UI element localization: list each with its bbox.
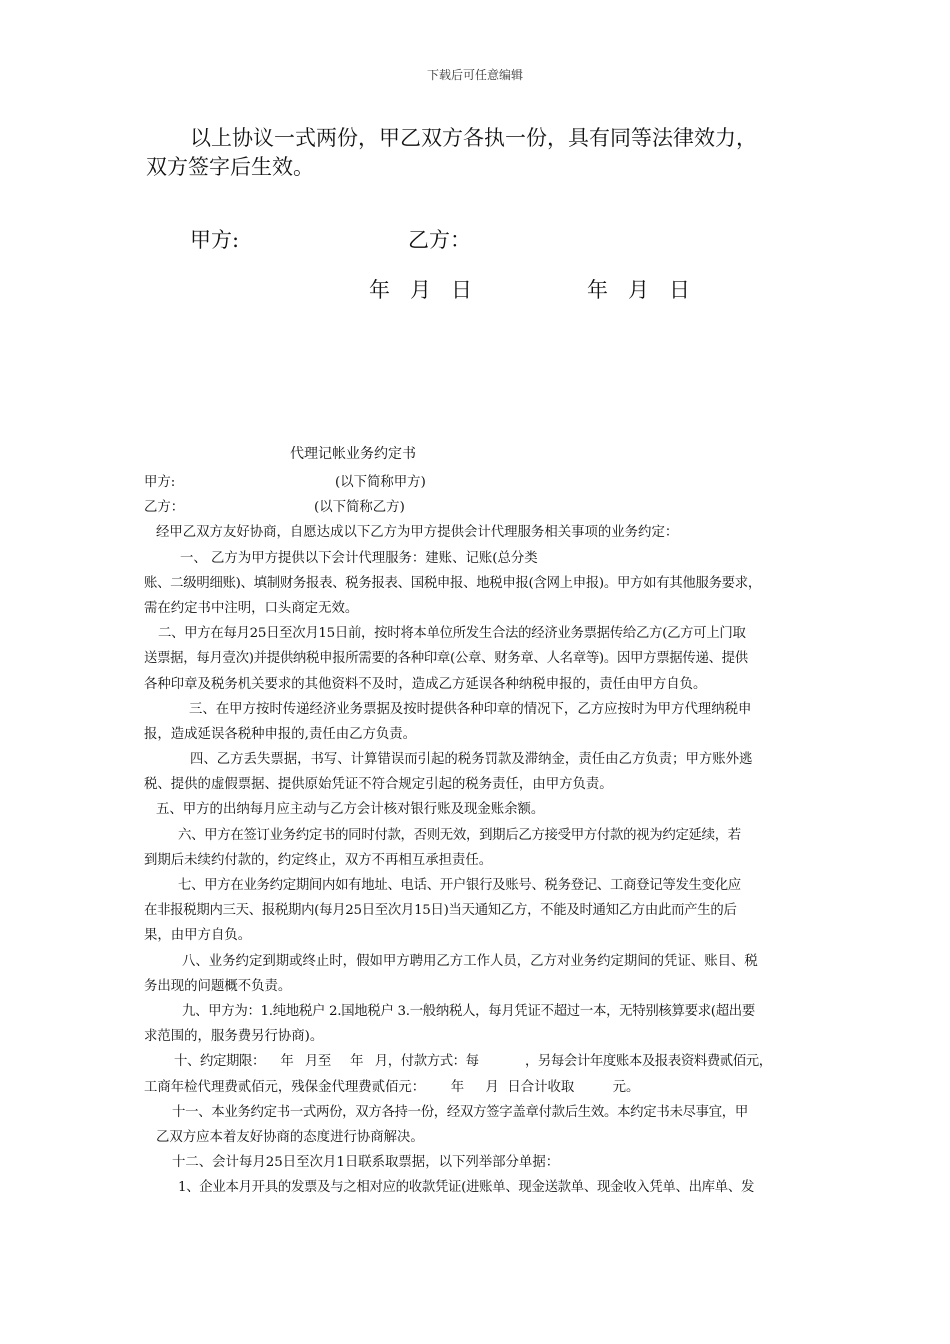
contract-line: 工商年检代理费贰佰元，残保金代理费贰佰元： 年 月 日合计收取 元。 (144, 1079, 640, 1095)
contract-line: 十二、会计每月25日至次月1日联系取票据，以下列举部分单据： (172, 1155, 560, 1171)
contract-line: 到期后未续约付款的，约定终止，双方不再相互承担责任。 (144, 852, 493, 868)
party-b-label: 乙方： (144, 500, 185, 516)
contract-line: 十、约定期限： 年 月至 年 月，付款方式：每 ，另每会计年度账本及报表资料费贰佰元， (174, 1054, 772, 1070)
contract-line: 各种印章及税务机关要求的其他资料不及时，造成乙方延误各种纳税申报的，责任由甲方自负。 (144, 676, 707, 692)
contract-line: 果，由甲方自负。 (144, 928, 252, 944)
party-a-note: (以下简称甲方) (335, 475, 426, 490)
party-a-row (144, 470, 816, 495)
contract-line: 账、二级明细账)、填制财务报表、税务报表、国税申报、地税申报(含网上申报)。甲方如有其他服务要求， (144, 575, 761, 591)
contract-line: 一、 乙方为甲方提供以下会计代理服务：建账、记账(总分类 (180, 550, 538, 566)
party-b-note: (以下简称乙方) (314, 500, 405, 516)
contract-line: 九、甲方为：1.纯地税户 2.国地税户 3.一般纳税人，每月凭证不超过一本，无特别核算要求(超出要 (182, 1003, 755, 1019)
signature-party-a: 甲方: (190, 228, 240, 252)
contract-line: 六、甲方在签订业务约定书的同时付款，否则无效，到期后乙方接受甲方付款的视为约定延续，若 (178, 827, 741, 843)
contract-line: 税、提供的虚假票据、提供原始凭证不符合规定引起的税务责任，由甲方负责。 (144, 777, 613, 793)
contract-line: 在非报税期内三天、报税期内(每月25日至次月15日)当天通知乙方，不能及时通知乙方由此而产生的后 (144, 903, 737, 919)
contract-line: 七、甲方在业务约定期间内如有地址、电话、开户银行及账号、税务登记、工商登记等发生变化应 (178, 878, 741, 893)
closing-line-1: 以上协议一式两份，甲乙双方各执一份，具有同等法律效力， (190, 126, 757, 150)
contract-line: 求范围的，服务费另行协商)。 (144, 1029, 324, 1045)
contract-line: 1、企业本月开具的发票及与之相对应的收款凭证(进账单、现金送款单、现金收入凭单、出库单、发 (178, 1180, 755, 1196)
party-b-row (144, 495, 816, 520)
contract-line: 经甲乙双方友好协商，自愿达成以下乙方为甲方提供会计代理服务相关事项的业务约定： (156, 525, 679, 541)
contract-line: 四、乙方丢失票据，书写、计算错误而引起的税务罚款及滞纳金，责任由乙方负责；甲方账外逃 (190, 752, 753, 768)
contract-line: 五、甲方的出纳每月应主动与乙方会计核对银行账及现金账余额。 (156, 802, 545, 818)
page-header: 下载后可任意编辑 (426, 68, 523, 82)
contract-line: 二、甲方在每月25日至次月15日前，按时将本单位所发生合法的经济业务票据传给乙方(乙方可上门取 (158, 626, 746, 642)
contract-line: 八、业务约定到期或终止时，假如甲方聘用乙方工作人员，乙方对业务约定期间的凭证、账目、税 (182, 953, 758, 969)
contract-body (144, 470, 816, 1200)
party-a-label: 甲方: (144, 475, 176, 490)
contract-line: 报，造成延误各税种申报的,责任由乙方负责。 (144, 726, 417, 742)
contract-line: 送票据，每月壹次)并提供纳税申报所需要的各种印章(公章、财务章、人名章等)。因甲方票据传递、提供 (144, 651, 748, 667)
closing-line-2: 双方签字后生效。 (146, 155, 314, 179)
signature-date-a: 年 月 日 (369, 278, 473, 302)
contract-line: 十一、本业务约定书一式两份，双方各持一份，经双方签字盖章付款后生效。本约定书未尽事宜，甲 (172, 1104, 748, 1120)
contract-line: 务出现的问题概不负责。 (144, 978, 292, 994)
contract-line: 三、在甲方按时传递经济业务票据及按时提供各种印章的情况下，乙方应按时为甲方代理纳税申 (189, 701, 752, 717)
contract-line: 需在约定书中注明，口头商定无效。 (144, 600, 359, 616)
contract-line: 乙双方应本着友好协商的态度进行协商解决。 (156, 1129, 424, 1145)
contract-title: 代理记帐业务约定书 (290, 446, 416, 462)
signature-date-b: 年 月 日 (587, 278, 691, 302)
signature-party-b: 乙方： (408, 228, 471, 252)
